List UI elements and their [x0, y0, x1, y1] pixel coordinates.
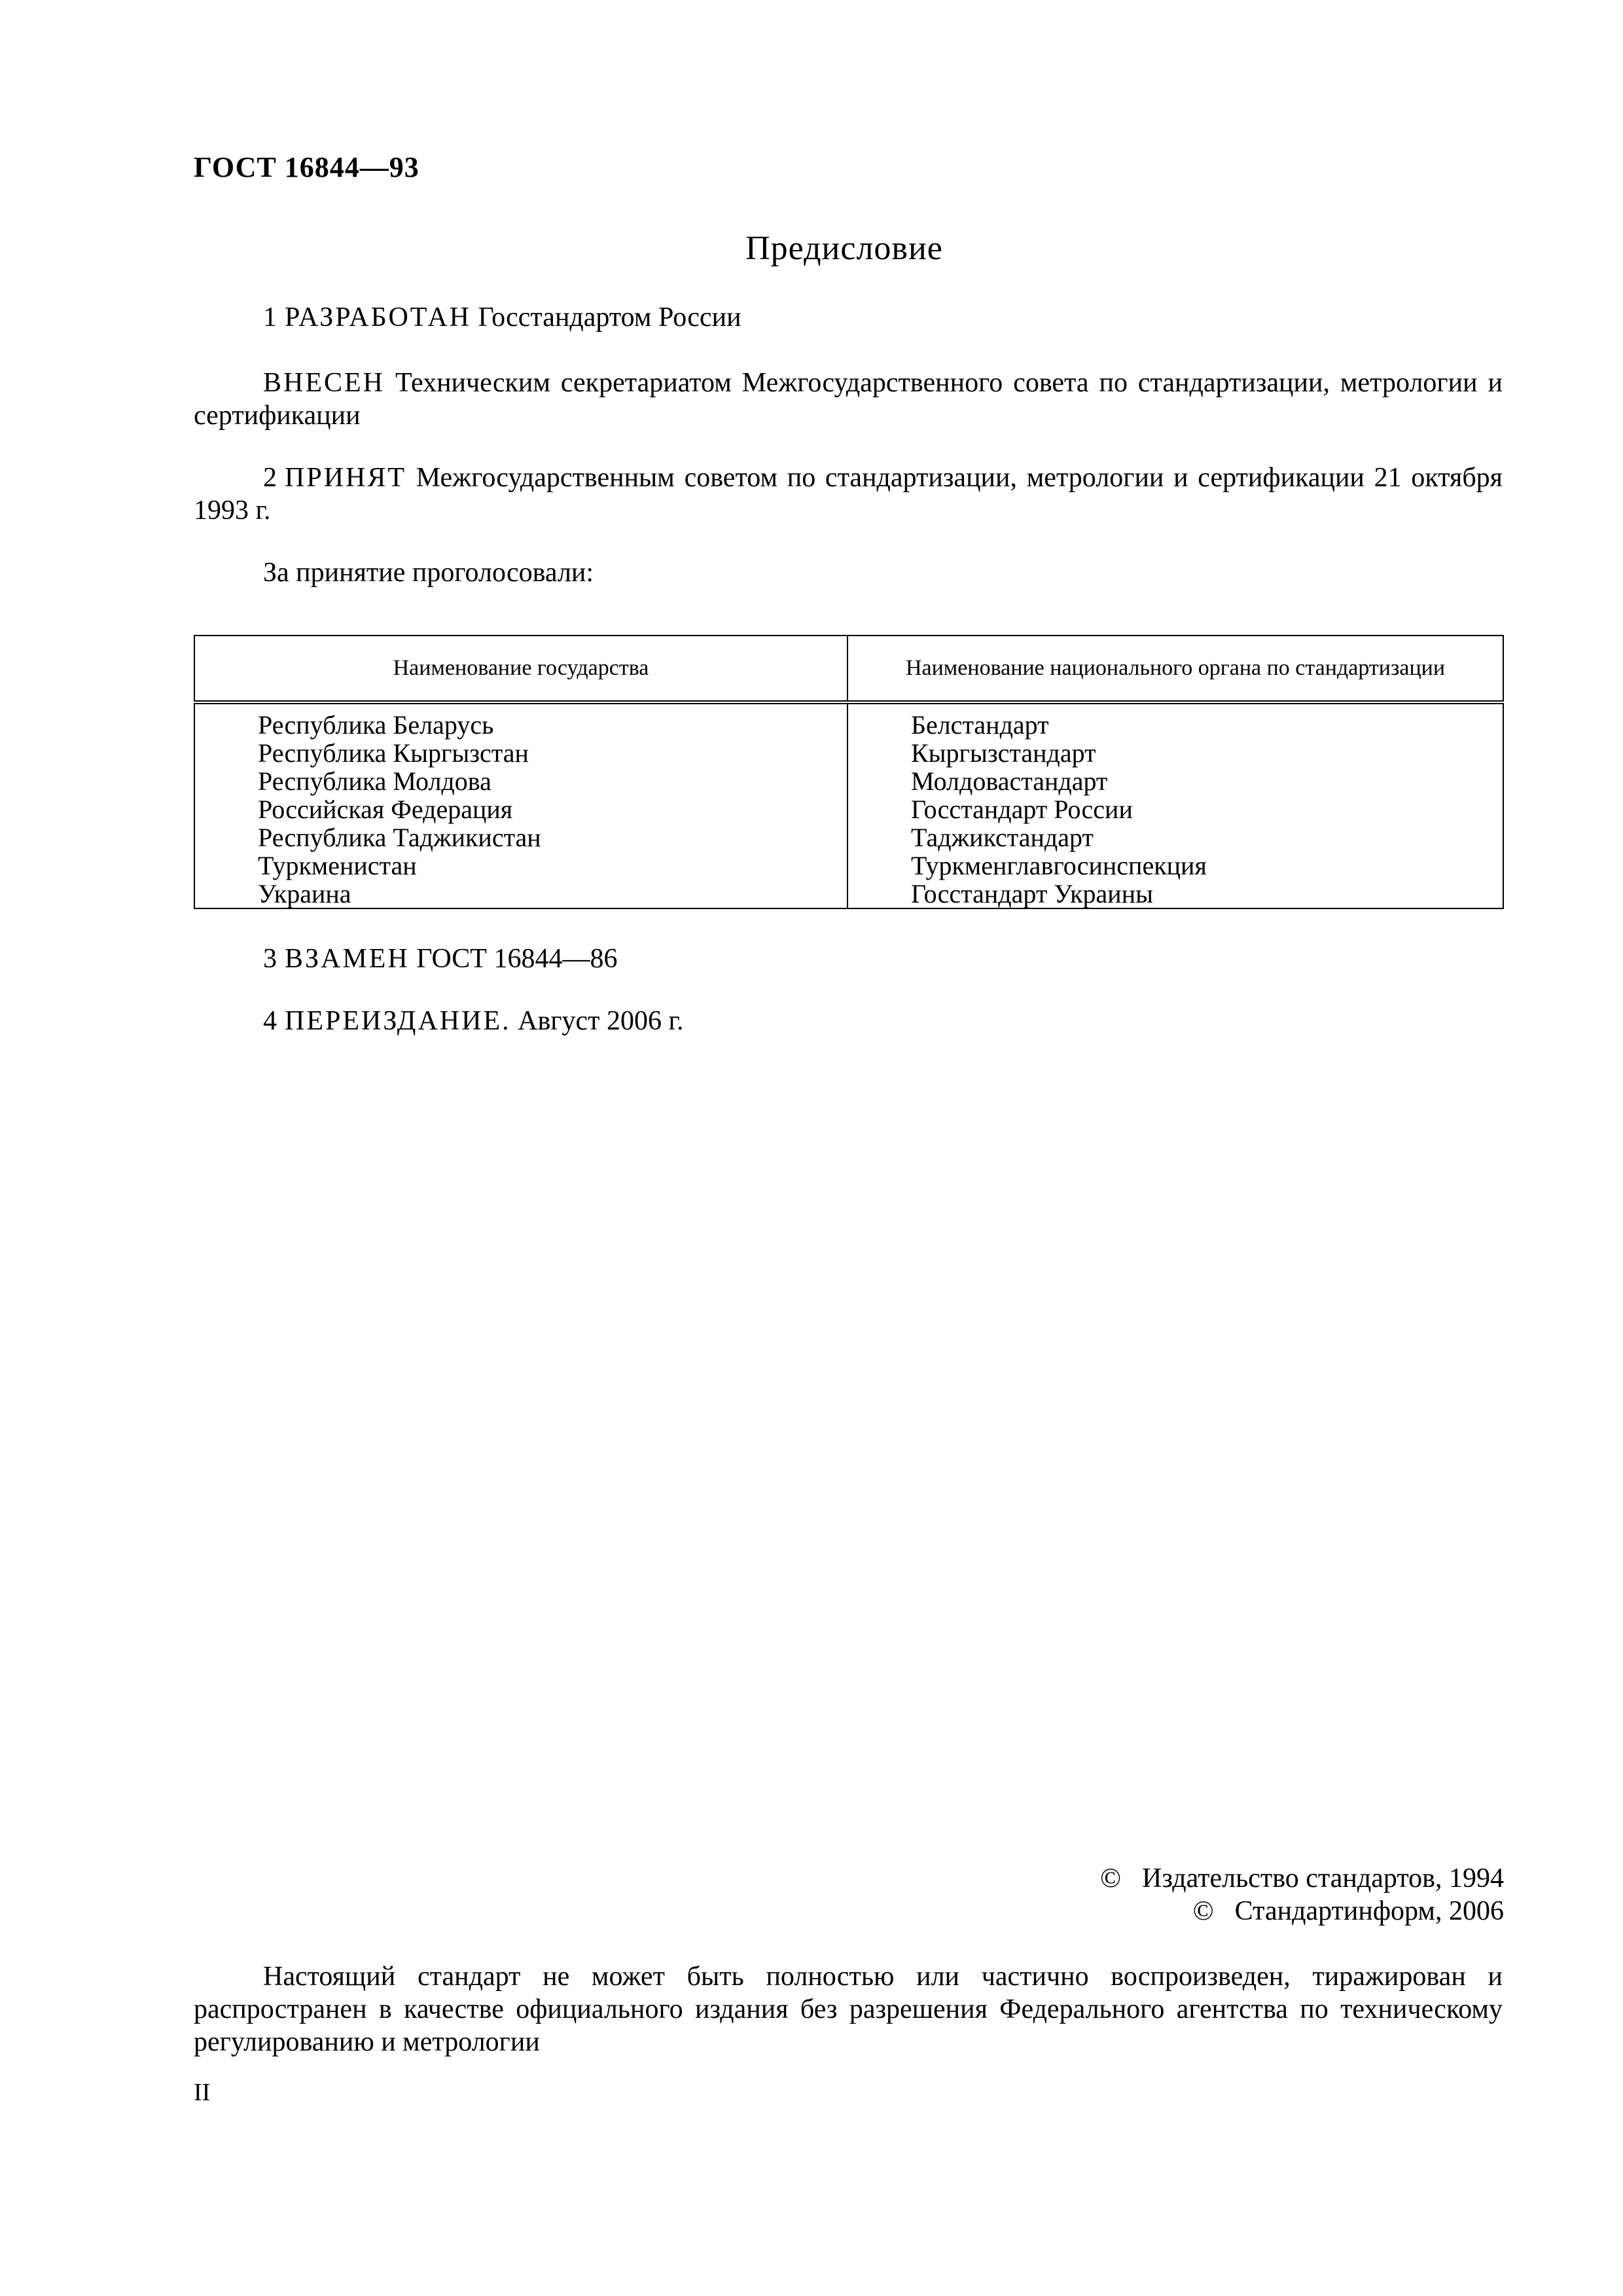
section-text: Август 2006 г. [518, 1006, 684, 1036]
body-name: Молдовастандарт [911, 766, 1108, 796]
copyright-icon: © [1100, 1863, 1122, 1893]
copyright-icon: © [1192, 1896, 1214, 1926]
table-row [194, 702, 1503, 908]
copyright-text: Издательство стандартов, 1994 [1142, 1863, 1504, 1893]
section-lead: ВНЕСЕН [263, 368, 385, 398]
section-text: Госстандартом России [478, 302, 741, 332]
section-text: Техническим секретариатом Межгосударственного совета по стандартизации, метрологии и сертификации [194, 368, 1503, 431]
section-4-reissue [194, 1005, 1503, 1037]
state-name: Украина [258, 879, 351, 908]
copyright-line [1100, 1862, 1504, 1895]
body-name: Кыргызстандарт [911, 738, 1096, 768]
section-3-replaces [194, 942, 1503, 975]
section-number: 2 [263, 463, 277, 493]
bodies-column [847, 702, 1503, 908]
section-2-adopted [194, 461, 1503, 527]
section-number: 4 [263, 1006, 277, 1036]
section-lead: РАЗРАБОТАН [285, 302, 472, 332]
section-introduced [194, 367, 1503, 432]
copyright-text: Стандартинформ, 2006 [1234, 1896, 1504, 1926]
table-header-row [194, 636, 1503, 702]
state-name: Российская Федерация [258, 795, 513, 824]
section-lead: ПРИНЯТ [285, 463, 407, 493]
page-title: Предисловие [745, 230, 943, 267]
page-number: II [194, 2079, 211, 2106]
body-name: Белстандарт [911, 710, 1049, 740]
reproduction-notice: Настоящий стандарт не может быть полностью или частично воспроизведен, тиражирован и распространен в качестве официального издания без разрешения Федерального агентства по техническому регулированию и метрологии [194, 1962, 1503, 2057]
section-text: Межгосударственным советом по стандартизации, метрологии и сертификации 21 октября 1993 г. [194, 463, 1503, 526]
body-name: Госстандарт Украины [911, 879, 1153, 908]
state-name: Республика Беларусь [258, 710, 494, 740]
copyright-block [1100, 1862, 1504, 1928]
section-lead: ВЗАМЕН [285, 944, 410, 974]
copyright-line [1100, 1895, 1504, 1928]
state-name: Республика Кыргызстан [258, 738, 529, 768]
header-state: Наименование государства [194, 636, 847, 702]
state-name: Республика Молдова [258, 766, 491, 796]
section-number: 3 [263, 944, 277, 974]
state-name: Республика Таджикистан [258, 823, 541, 852]
section-lead: ПЕРЕИЗДАНИЕ. [285, 1006, 511, 1036]
document-code: ГОСТ 16844—93 [194, 151, 419, 183]
voted-intro: За принятие проголосовали: [263, 558, 594, 588]
section-number: 1 [263, 302, 277, 332]
section-1-developed [194, 301, 1503, 334]
section-text: ГОСТ 16844—86 [416, 944, 618, 974]
state-name: Туркменистан [258, 851, 417, 880]
body-name: Госстандарт России [911, 795, 1133, 824]
members-table [194, 635, 1504, 909]
states-column [194, 702, 847, 908]
header-body: Наименование национального органа по стандартизации [847, 636, 1503, 702]
body-name: Туркменглавгосинспекция [911, 851, 1207, 880]
body-name: Таджикстандарт [911, 823, 1094, 852]
